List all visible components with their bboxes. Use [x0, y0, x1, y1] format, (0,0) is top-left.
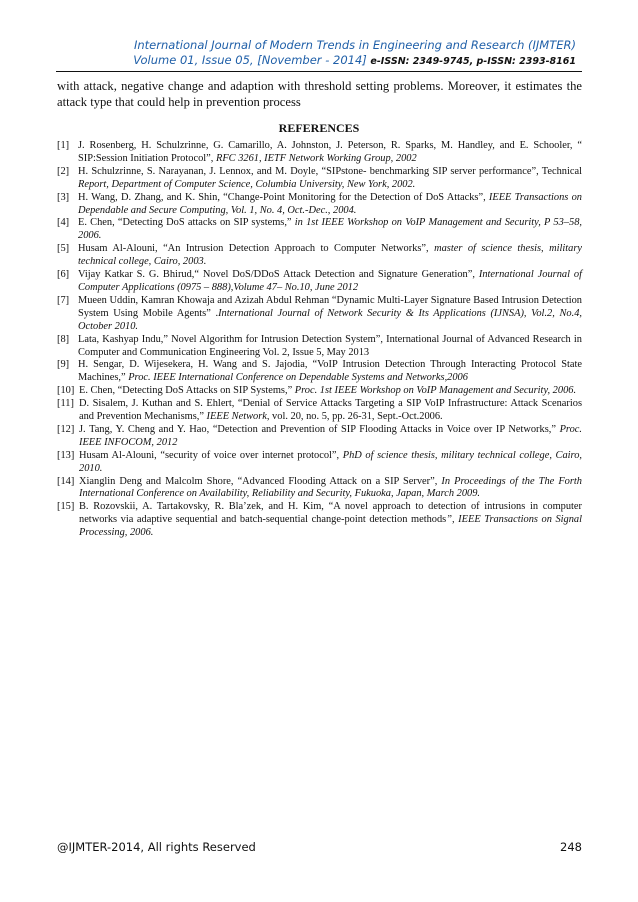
reference-number: [6]	[57, 269, 70, 281]
reference-number: [1]	[57, 140, 70, 151]
reference-authors: H. Schulzrinne, S. Narayanan, J. Lennox, and M. Doyle, “SIPstone- benchmarking SIP server performance”, Technical	[78, 165, 582, 177]
page-footer	[57, 840, 582, 854]
reference-number: [11]	[57, 398, 74, 410]
reference-item	[57, 424, 582, 450]
reference-item	[57, 334, 582, 360]
reference-text	[78, 243, 582, 269]
journal-volume-line	[133, 53, 576, 69]
reference-number: [10]	[57, 385, 75, 397]
reference-source: PhD of science thesis, military technical college, Cairo, 2010.	[79, 449, 582, 474]
reference-text	[78, 192, 582, 218]
reference-item	[57, 385, 582, 398]
reference-authors: Vijay Katkar S. G. Bhirud,“ Novel DoS/DDoS Attack Detection and Signature Generation”,	[78, 269, 479, 281]
reference-source: Report, Department of Computer Science, Columbia University, New York, 2002.	[78, 178, 416, 190]
reference-item	[57, 269, 582, 295]
reference-authors: Mueen Uddin, Kamran Khowaja and Azizah Abdul Rehman “Dynamic Multi-Layer Signature Based Intrusion Detection System Using Mobile Agents” .	[78, 294, 582, 319]
reference-text	[78, 217, 582, 243]
reference-source: RFC 3261, IETF Network Working Group, 2002	[215, 152, 417, 164]
reference-authors: Husam Al-Alouni, “security of voice over internet protocol”,	[79, 449, 343, 461]
reference-item	[57, 243, 582, 269]
reference-source: in 1st IEEE Workshop on VoIP Management and Security, P 53–58, 2006.	[78, 217, 582, 242]
reference-text	[79, 424, 582, 450]
reference-authors: H. Wang, D. Zhang, and K. Shin, “Change-Point Monitoring for the Detection of DoS Attacks”,	[78, 191, 489, 203]
reference-tail: , vol. 20, no. 5, pp. 26-31, Sept.-Oct.2006.	[266, 411, 443, 423]
reference-authors: B. Rozovskii, A. Tartakovsky, R. Bla’zek, and H. Kim, “A novel approach to detection of intrusions in computer networks via adaptive sequential and batch-sequential change-point detection methods	[79, 501, 582, 526]
page-number: 248	[560, 840, 582, 854]
reference-text	[78, 334, 582, 360]
reference-source: In Proceedings of the The Forth International Conference on Availability, Reliability and Security, Fukuoka, Japan, March 2009.	[79, 475, 582, 500]
reference-text	[79, 501, 582, 540]
reference-item	[57, 166, 582, 192]
journal-issn: e-ISSN: 2349-9745, p-ISSN: 2393-8161	[370, 56, 576, 67]
journal-volume: Volume 01, Issue 05, [November - 2014]	[133, 53, 367, 67]
reference-text	[79, 385, 582, 398]
reference-authors: J. Tang, Y. Cheng and Y. Hao, “Detection and Prevention of SIP Flooding Attacks in Voice over IP Networks,”	[79, 423, 560, 435]
reference-source: Proc. IEEE International Conference on Dependable Systems and Networks,2006	[128, 372, 468, 384]
reference-text	[79, 398, 582, 424]
reference-number: [5]	[57, 243, 70, 255]
reference-source: International Journal of Network Security & Its Applications (IJNSA), Vol.2, No.4, October 2010.	[78, 307, 582, 332]
reference-source: IEEE Network	[206, 411, 267, 423]
footer-copyright: @IJMTER-2014, All rights Reserved	[57, 840, 256, 854]
reference-source: master of science thesis, military technical college, Cairo, 2003.	[78, 243, 583, 268]
reference-number: [7]	[57, 294, 70, 306]
reference-source: IEEE Transactions on Dependable and Secure Computing, Vol. 1, No. 4, Oct.-Dec., 2004.	[78, 191, 582, 216]
reference-text	[78, 359, 582, 385]
reference-authors: Lata, Kashyap Indu,” Novel Algorithm for Intrusion Detection System”, International Journal of Advanced Research in Computer and Communication Engineering Vol. 2, Issue 5, May 2013	[78, 333, 582, 358]
reference-number: [13]	[57, 449, 75, 461]
reference-authors: H. Sengar, D. Wijesekera, H. Wang and S. Jajodia, “VoIP Intrusion Detection Through Interacting Protocol State Machines,”	[78, 359, 582, 384]
reference-source: ”, IEEE Transactions on Signal Processing, 2006.	[79, 514, 583, 539]
reference-authors: E. Chen, “Detecting DoS attacks on SIP systems,”	[78, 217, 295, 229]
reference-text	[78, 166, 582, 192]
reference-text	[79, 476, 582, 502]
reference-authors: E. Chen, “Detecting DoS Attacks on SIP Systems,”	[79, 385, 295, 397]
reference-item	[57, 192, 582, 218]
reference-source: Proc. IEEE INFOCOM, 2012	[79, 423, 582, 448]
reference-text	[79, 450, 582, 476]
reference-item	[57, 295, 582, 334]
reference-number: [8]	[57, 333, 70, 345]
references-list	[57, 140, 582, 540]
references-heading: REFERENCES	[278, 121, 360, 135]
reference-source: Proc. 1st IEEE Workshop on VoIP Management and Security, 2006.	[294, 385, 577, 397]
journal-header	[133, 38, 576, 69]
reference-item	[57, 398, 582, 424]
reference-text	[78, 140, 582, 166]
reference-text	[78, 269, 582, 295]
reference-number: [12]	[57, 423, 75, 435]
reference-item	[57, 217, 582, 243]
reference-number: [9]	[57, 359, 70, 371]
reference-item	[57, 450, 582, 476]
reference-item	[57, 359, 582, 385]
header-rule	[56, 71, 582, 72]
reference-item	[57, 140, 582, 166]
reference-number: [14]	[57, 475, 75, 487]
reference-authors: J. Rosenberg, H. Schulzrinne, G. Camarillo, A. Johnston, J. Peterson, R. Sparks, M. Handley, and E. Schooler, “ SIP:Session Initiation Protocol”,	[78, 140, 582, 164]
reference-authors: Xianglin Deng and Malcolm Shore, “Advanced Flooding Attack on a SIP Server”,	[79, 475, 442, 487]
reference-item	[57, 501, 582, 540]
journal-title: International Journal of Modern Trends in Engineering and Research (IJMTER)	[133, 38, 576, 52]
reference-number: [3]	[57, 191, 70, 203]
reference-authors: D. Sisalem, J. Kuthan and S. Ehlert, “Denial of Service Attacks Targeting a SIP VoIP Infrastructure: Attack Scenarios and Prevention Mechanisms,”	[79, 398, 582, 423]
reference-number: [2]	[57, 165, 70, 177]
reference-text	[78, 295, 582, 334]
reference-item	[57, 476, 582, 502]
reference-source: International Journal of Computer Applications (0975 – 888),Volume 47– No.10, June 2012	[78, 269, 582, 293]
reference-authors: Husam Al-Alouni, “An Intrusion Detection Approach to Computer Networks”,	[78, 243, 435, 255]
reference-number: [4]	[57, 217, 70, 229]
reference-number: [15]	[57, 501, 75, 513]
intro-paragraph: with attack, negative change and adaption with threshold setting problems. Moreover, it estimates the attack type that could help in prevention process	[57, 79, 582, 109]
